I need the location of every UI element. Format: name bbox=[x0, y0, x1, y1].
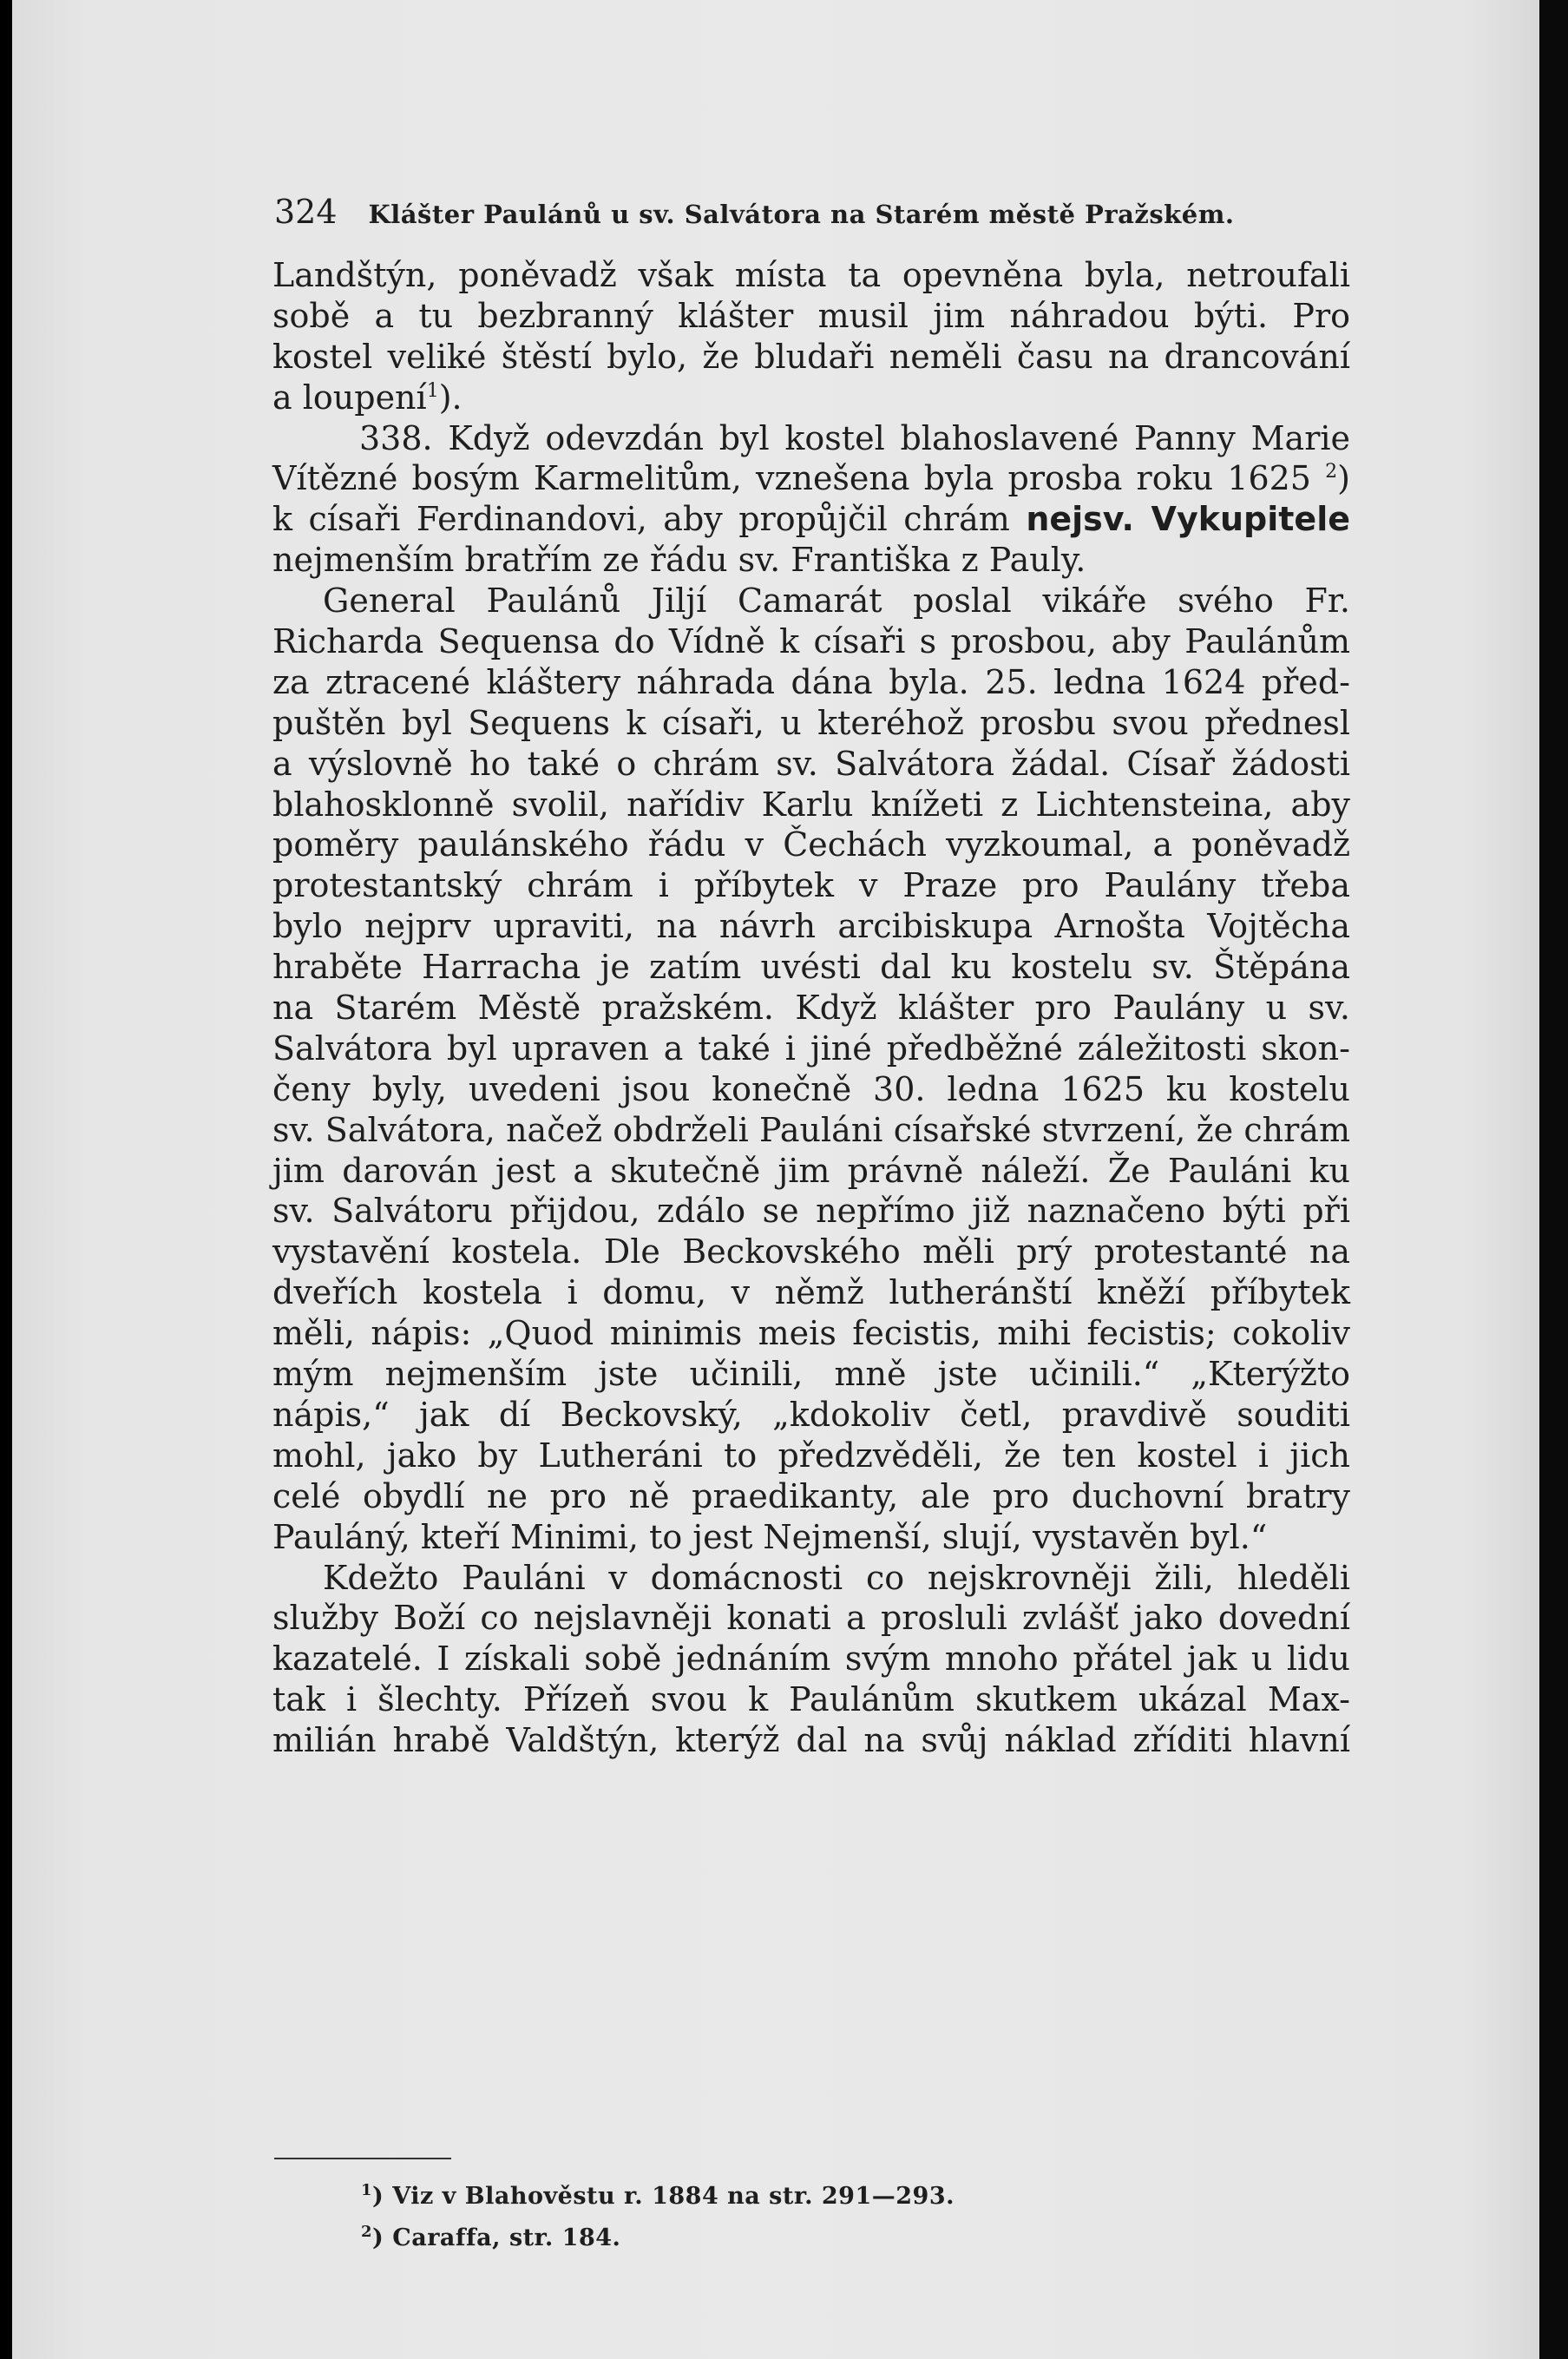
paragraph-start-line: Kdežto Pauláni v domácnosti co nejskrovněji žili, hleděli bbox=[323, 1558, 1350, 1597]
text-line: za ztracené kláštery náhrada dána byla. 25. ledna 1624 před- bbox=[272, 662, 1350, 701]
text-line: hraběte Harracha je zatím uvésti dal ku kostelu sv. Štěpána bbox=[272, 948, 1350, 987]
text-line: vystavění kostela. Dle Beckovského měli prý protestanté na bbox=[272, 1232, 1350, 1271]
text-line: bylo nejprv upraviti, na návrh arcibiskupa Arnošta Vojtěcha bbox=[272, 907, 1350, 946]
footnote: $^2$) Caraffa, str. 184. bbox=[361, 2223, 621, 2251]
text-line: sv. Salvátoru přijdou, zdálo se nepřímo již naznačeno býti při bbox=[272, 1192, 1350, 1231]
emphasis-text: nejsv. Vykupitele bbox=[1026, 500, 1350, 539]
text-line: puštěn byl Sequens k císaři, u kteréhož prosbu svou přednesl bbox=[272, 703, 1350, 742]
footnotes bbox=[361, 2176, 1229, 2259]
text-line: a výslovně ho také o chrám sv. Salvátora žádal. Císař žádosti bbox=[272, 744, 1350, 783]
text-line: Pauláný, kteří Minimi, to jest Nejmenší, slují, vystavěn byl.“ bbox=[272, 1517, 1268, 1556]
text-line: poměry paulánského řádu v Čechách vyzkoumal, a poněvadž bbox=[272, 825, 1350, 864]
running-title: Klášter Paulánů u sv. Salvátora na Starém městě Pražském. bbox=[368, 200, 1235, 229]
text-line: kostel veliké štěstí bylo, že bludaři neměli času na drancování bbox=[272, 337, 1350, 376]
text-line: a loupení$^1$). bbox=[272, 378, 463, 417]
text-line: sv. Salvátora, načež obdrželi Pauláni císařské stvrzení, že chrám bbox=[272, 1110, 1350, 1149]
text-line: milián hrabě Valdštýn, kterýž dal na svůj náklad zříditi hlavní bbox=[272, 1721, 1350, 1760]
text-line: jim darován jest a skutečně jim právně náleží. Že Pauláni ku bbox=[272, 1151, 1350, 1190]
text-line: tak i šlechty. Přízeň svou k Paulánům skutkem ukázal Max- bbox=[272, 1680, 1350, 1719]
footnote-mark: 1 bbox=[426, 379, 439, 402]
text-line: celé obydlí ne pro ně praedikanty, ale pro duchovní bratry bbox=[272, 1476, 1350, 1515]
text-line: blahosklonně svolil, nařídiv Karlu knížeti z Lichtensteina, aby bbox=[272, 785, 1350, 824]
text-line: kazatelé. I získali sobě jednáním svým mnoho přátel jak u lidu bbox=[272, 1639, 1350, 1679]
text-line: k císaři Ferdinandovi, aby propůjčil chrám nejsv. Vykupitele bbox=[272, 500, 1350, 539]
page-number: 324 bbox=[274, 193, 338, 231]
text-line: mým nejmenším jste učinili, mně jste učinili.“ „Kterýžto bbox=[272, 1355, 1350, 1394]
text-line: Richarda Sequensa do Vídně k císaři s prosbou, aby Paulánům bbox=[272, 622, 1350, 661]
footnote-divider bbox=[274, 2158, 451, 2159]
text-line: nejmenším bratřím ze řádu sv. Františka z Pauly. bbox=[272, 541, 1086, 580]
text-line: protestantský chrám i příbytek v Praze pro Paulány třeba bbox=[272, 866, 1350, 905]
paragraph-start-line: General Paulánů Jiljí Camarát poslal vikáře svého Fr. bbox=[323, 582, 1350, 621]
scan-border bbox=[1539, 0, 1568, 2359]
text-line: nápis,“ jak dí Beckovský, „kdokoliv četl, pravdivě souditi bbox=[272, 1395, 1350, 1434]
text-line: měli, nápis: „Quod minimis meis fecistis, mihi fecistis; cokoliv bbox=[272, 1314, 1350, 1353]
running-head bbox=[274, 193, 1350, 231]
text-line: Landštýn, poněvadž však místa ta opevněna byla, netroufali bbox=[272, 256, 1350, 294]
section-start-line: 338. Když odevzdán byl kostel blahoslavené Panny Marie bbox=[359, 418, 1350, 457]
text-line: čeny byly, uvedeni jsou konečně 30. ledna 1625 ku kostelu bbox=[272, 1069, 1350, 1108]
body-text bbox=[272, 255, 1350, 1761]
text-line: Salvátora byl upraven a také i jiné předběžné záležitosti skon- bbox=[272, 1028, 1350, 1068]
text-line: Vítězné bosým Karmelitům, vznešena byla prosba roku 1625 $^2$) bbox=[272, 459, 1350, 498]
text-line: dveřích kostela i domu, v němž lutheránští kněží příbytek bbox=[272, 1273, 1350, 1312]
text-line: mohl, jako by Lutheráni to předzvěděli, že ten kostel i jich bbox=[272, 1436, 1350, 1475]
text-line: na Starém Městě pražském. Když klášter pro Paulány u sv. bbox=[272, 989, 1350, 1028]
text-line: sobě a tu bezbranný klášter musil jim náhradou býti. Pro bbox=[272, 296, 1350, 335]
text-line: služby Boží co nejslavněji konati a prosluli zvlášť jako dovední bbox=[272, 1599, 1350, 1638]
footnote-mark: 2 bbox=[1325, 461, 1338, 483]
footnote: $^1$) Viz v Blahověstu r. 1884 na str. 291—293. bbox=[361, 2181, 955, 2210]
